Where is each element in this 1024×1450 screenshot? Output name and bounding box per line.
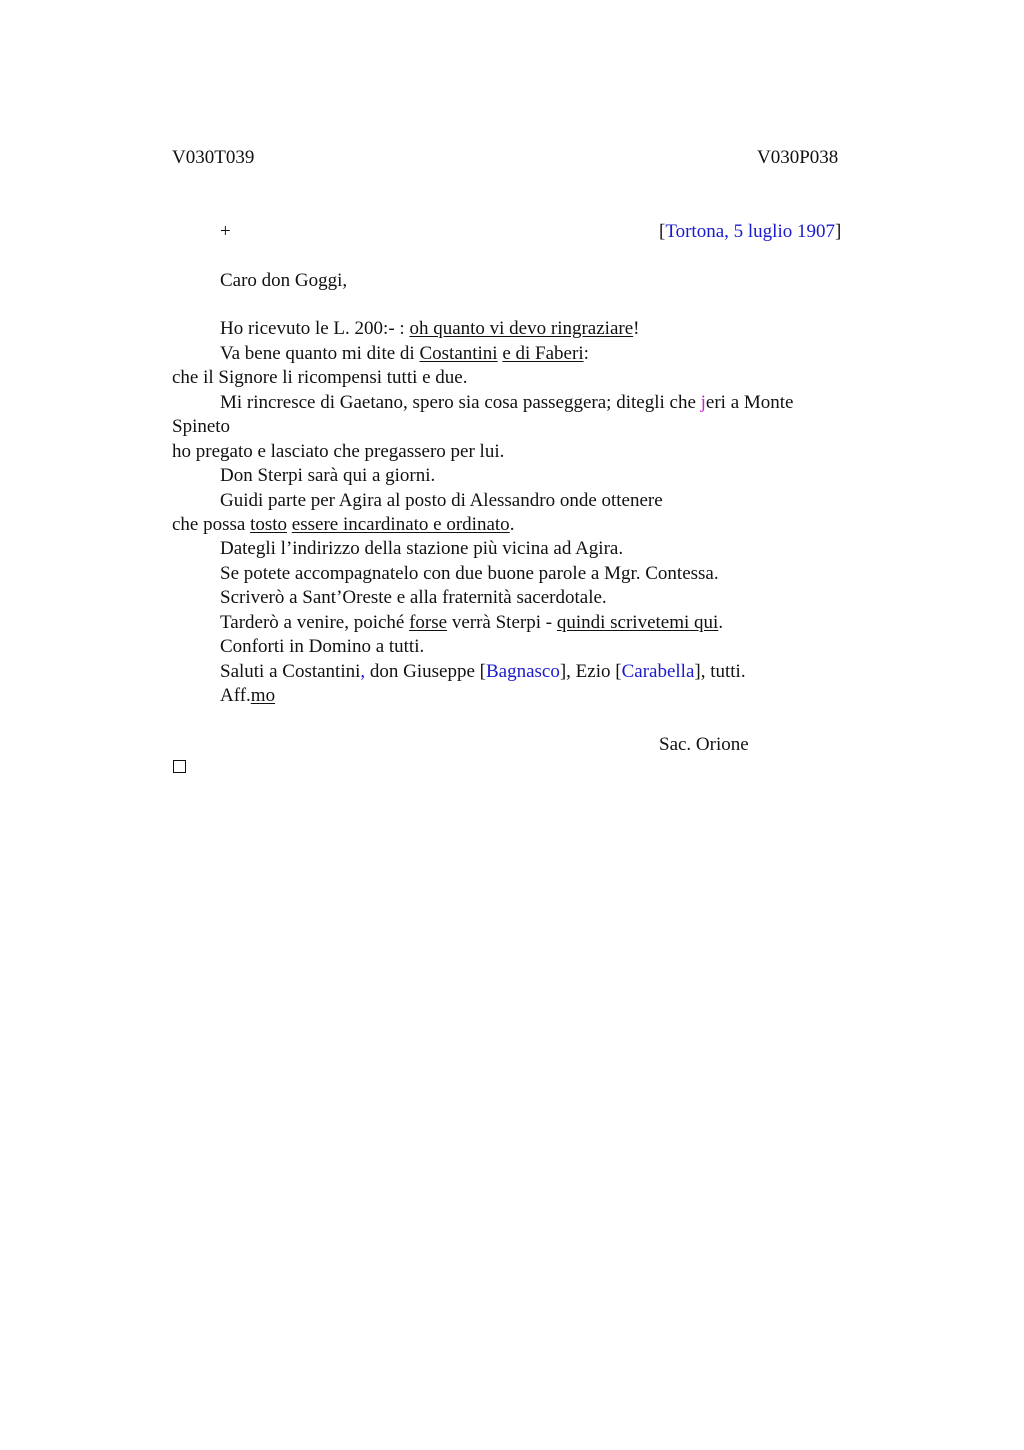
underlined-text: tosto <box>250 514 288 535</box>
body-line-15 <box>220 660 746 684</box>
text-run: Tarderò a venire, poiché <box>220 612 410 633</box>
text-run: . <box>718 612 724 633</box>
editor-name-insert: Bagnasco <box>485 661 560 682</box>
date-close-bracket: ] <box>834 221 842 242</box>
body-line-7: Don Sterpi sarà qui a giorni. <box>220 465 436 486</box>
text-run: Mi rincresce di Gaetano, spero sia cosa passeggera; ditegli che <box>220 392 701 413</box>
body-line-3: che il Signore li ricompensi tutti e due. <box>172 367 468 388</box>
document-code-left: V030T039 <box>172 147 255 168</box>
closing-line <box>220 684 275 708</box>
underlined-text: Costantini <box>419 343 498 364</box>
body-line-8: Guidi parte per Agira al posto di Alessandro onde ottenere <box>220 490 663 511</box>
underlined-text: quindi scrivetemi qui <box>556 612 719 633</box>
body-line-10: Dategli l’indirizzo della stazione più vicina ad Agira. <box>220 538 624 559</box>
date-open-bracket: [ <box>659 221 666 242</box>
text-run: ! <box>633 318 640 339</box>
text-run: Ho ricevuto le L. 200:- : <box>220 318 410 339</box>
body-line-13 <box>220 611 723 635</box>
text-run: ], tutti. <box>694 661 746 682</box>
salutation: Caro don Goggi, <box>220 270 348 291</box>
highlighted-comma: , <box>360 661 366 682</box>
text-run: ], Ezio [ <box>559 661 622 682</box>
text-run: eri a Monte <box>705 392 794 413</box>
body-line-9 <box>172 513 514 537</box>
cross-mark: + <box>220 221 231 242</box>
page-code-right: V030P038 <box>757 147 839 168</box>
body-line-2 <box>220 342 589 366</box>
text-run: verrà Sterpi - <box>447 612 557 633</box>
body-line-6: ho pregato e lasciato che pregassero per lui. <box>172 441 505 462</box>
date-text: Tortona, 5 luglio 1907 <box>665 221 835 242</box>
underlined-text: mo <box>250 685 276 706</box>
body-line-1 <box>220 317 639 341</box>
underlined-text: oh quanto vi devo ringraziare <box>409 318 634 339</box>
body-line-11: Se potete accompagnatelo con due buone parole a Mgr. Contessa. <box>220 563 719 584</box>
editor-name-insert: Carabella <box>621 661 695 682</box>
body-line-14: Conforti in Domino a tutti. <box>220 636 425 657</box>
text-run: che possa <box>172 514 251 535</box>
body-line-4 <box>220 391 793 415</box>
body-line-12: Scriverò a Sant’Oreste e alla fraternità sacerdotale. <box>220 587 607 608</box>
date-line <box>659 220 841 244</box>
underlined-text: forse <box>409 612 448 633</box>
body-line-5: Spineto <box>172 416 231 437</box>
underlined-text: essere incardinato e ordinato <box>291 514 510 535</box>
text-run: Saluti a Costantini <box>220 661 361 682</box>
text-run: don Giuseppe [ <box>365 661 486 682</box>
text-run: : <box>583 343 589 364</box>
text-run: Va bene quanto mi dite di <box>220 343 420 364</box>
highlighted-letter: j <box>700 392 706 413</box>
text-run: Aff. <box>220 685 251 706</box>
signature: Sac. Orione <box>659 734 749 755</box>
text-run: . <box>509 514 515 535</box>
underlined-text: e di Faberi <box>502 343 584 364</box>
end-of-document-square <box>173 760 186 773</box>
